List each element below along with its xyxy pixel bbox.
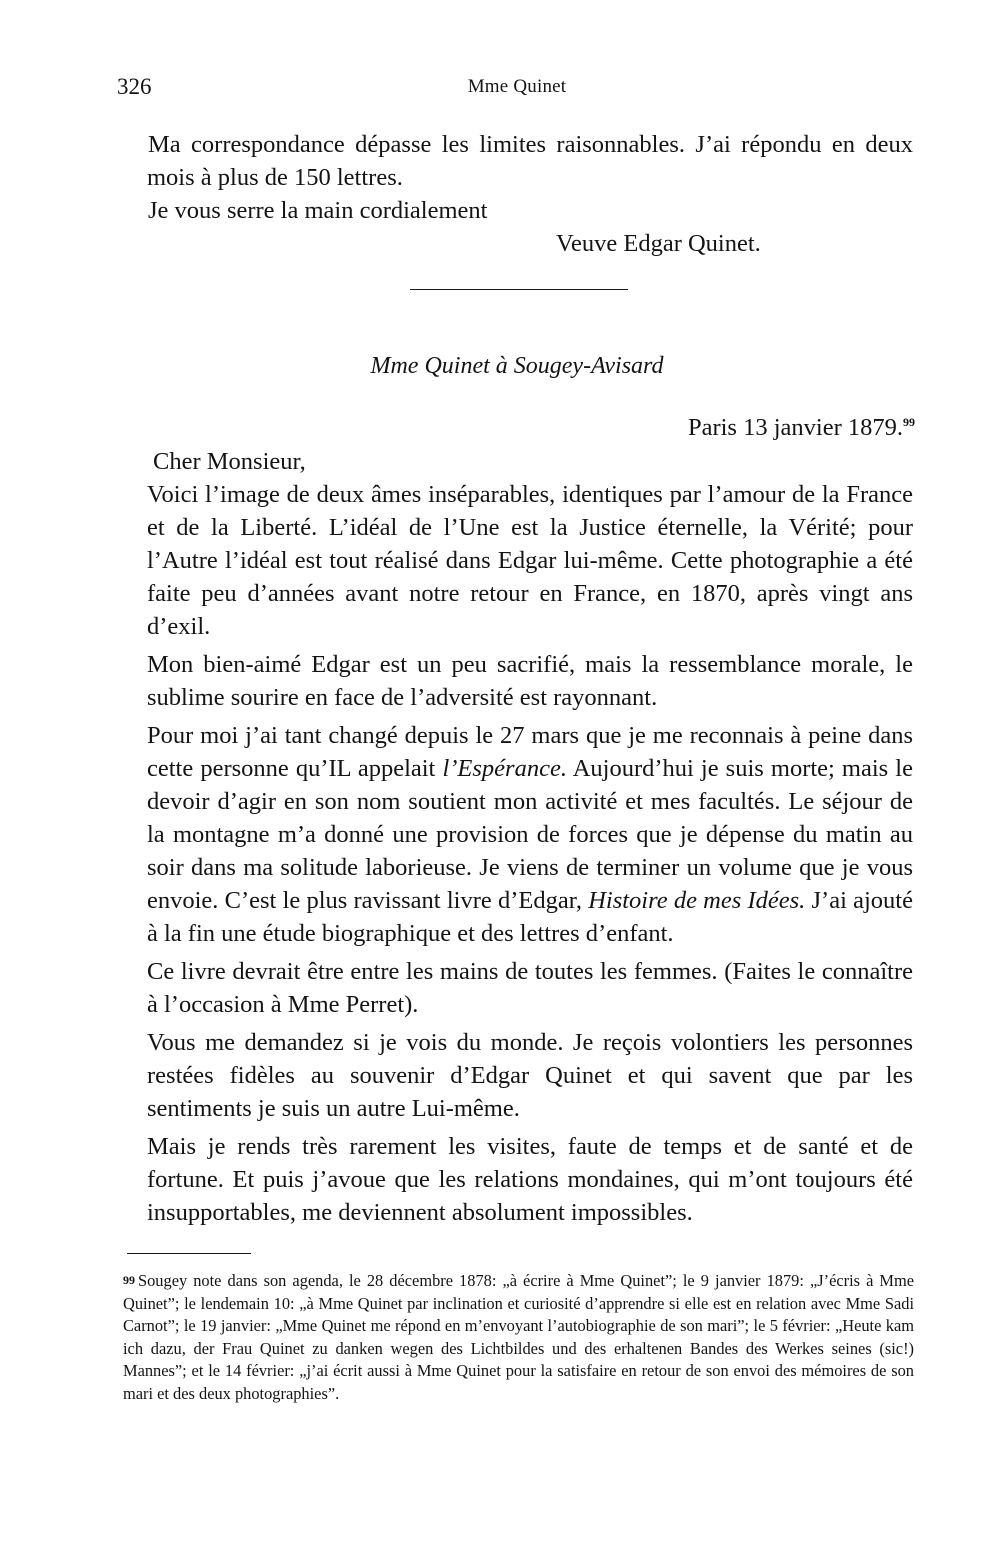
letter-paragraph: Mais je rends très rarement les visites, faute de temps et de santé et de fortune. Et puis j’avoue que les relations mondaines, qui m’ont toujours été insupportables, me deviennent absolument impossibles. — [147, 1133, 913, 1226]
dateline-text: Paris 13 janvier 1879. — [687, 414, 903, 441]
italic-text: l’Espérance. — [442, 755, 567, 782]
letter-salutation: Cher Monsieur, — [153, 448, 306, 475]
footnote-number: 99 — [123, 1273, 135, 1287]
running-head: Mme Quinet — [467, 76, 567, 97]
previous-letter-closing: Je vous serre la main cordialement — [148, 197, 488, 224]
book-title: Histoire de mes Idées. — [588, 887, 806, 914]
letter-paragraph: Mon bien-aimé Edgar est un peu sacrifié, mais la ressemblance morale, le sublime sourire en face de l’adversité est rayonnant. — [147, 651, 913, 711]
letter-paragraph: Vous me demandez si je vois du monde. Je reçois volontiers les personnes restées fidèles au souvenir d’Edgar Quinet et qui savent que par les sentiments je suis un autre Lui-même. — [147, 1029, 913, 1122]
previous-letter-ending — [147, 128, 913, 227]
footnote-marker: 99 — [903, 414, 915, 429]
letter-paragraph: Ce livre devrait être entre les mains de toutes les femmes. (Faites le connaître à l’occasion à Mme Perret). — [147, 958, 913, 1018]
letter-dateline — [688, 411, 915, 444]
page-header — [117, 74, 917, 108]
footnote-paragraph — [123, 1270, 914, 1406]
footnote-text: Sougey note dans son agenda, le 28 décembre 1878: „à écrire à Mme Quinet”; le 9 janvier 1879: „J’écris à Mme Quinet”; le lendemain 10: „à Mme Quinet par inclination et curiosité d’apprendre si elle est en relation avec Mme Sadi Carnot”; le 19 janvier: „Mme Quinet me répond en m’envoyant l’autobiographie de son mari”; le 5 février: „Heute kam ich dazu, der Frau Quinet zu danken wegen des Lichtbildes und des erhaltenen Bandes des Werkes seines (sic!) Mannes”; et le 14 février: „j’ai écrit aussi à Mme Quinet pour la satisfaire en retour de son envoi des mémoires de son mari et des deux photographies”. — [123, 1271, 914, 1403]
paragraph-text: J’ai ajouté à la fin une étude biographique et des lettres d’enfant. — [147, 887, 913, 947]
letter-title: Mme Quinet à Sougey-Avisard — [370, 353, 664, 379]
footnote — [123, 1270, 914, 1406]
letter-body — [147, 445, 913, 1229]
section-divider — [410, 289, 628, 290]
previous-letter-signature: Veuve Edgar Quinet. — [556, 230, 761, 257]
letter-paragraph: Voici l’image de deux âmes inséparables, identiques par l’amour de la France et de la Liberté. L’idéal de l’Une est la Justice éternelle, la Vérité; pour l’Autre l’idéal est tout réalisé dans Edgar lui-même. Cette photographie a été faite peu d’années avant notre retour en France, en 1870, après vingt ans d’exil. — [147, 481, 913, 640]
paragraph-text: Pour moi j’ai tant changé depuis le 27 mars que je me reconnais à peine dans cette personne qu’IL appelait — [147, 722, 913, 782]
footnote-rule — [127, 1253, 251, 1254]
paragraph-text: Aujourd’hui je suis morte; mais le devoir d’agir en son nom soutient mon activité et mes facultés. Le séjour de la montagne m’a donné une provision de forces que je dépense du matin au soir dans ma solitude laborieuse. Je viens de terminer un volume que je vous envoie. C’est le plus ravissant livre d’Edgar, — [147, 755, 913, 914]
letter-paragraph — [147, 719, 913, 950]
previous-letter-paragraph: Ma correspondance dépasse les limites raisonnables. J’ai répondu en deux mois à plus de 150 lettres. — [147, 131, 913, 191]
page-number: 326 — [117, 74, 152, 99]
